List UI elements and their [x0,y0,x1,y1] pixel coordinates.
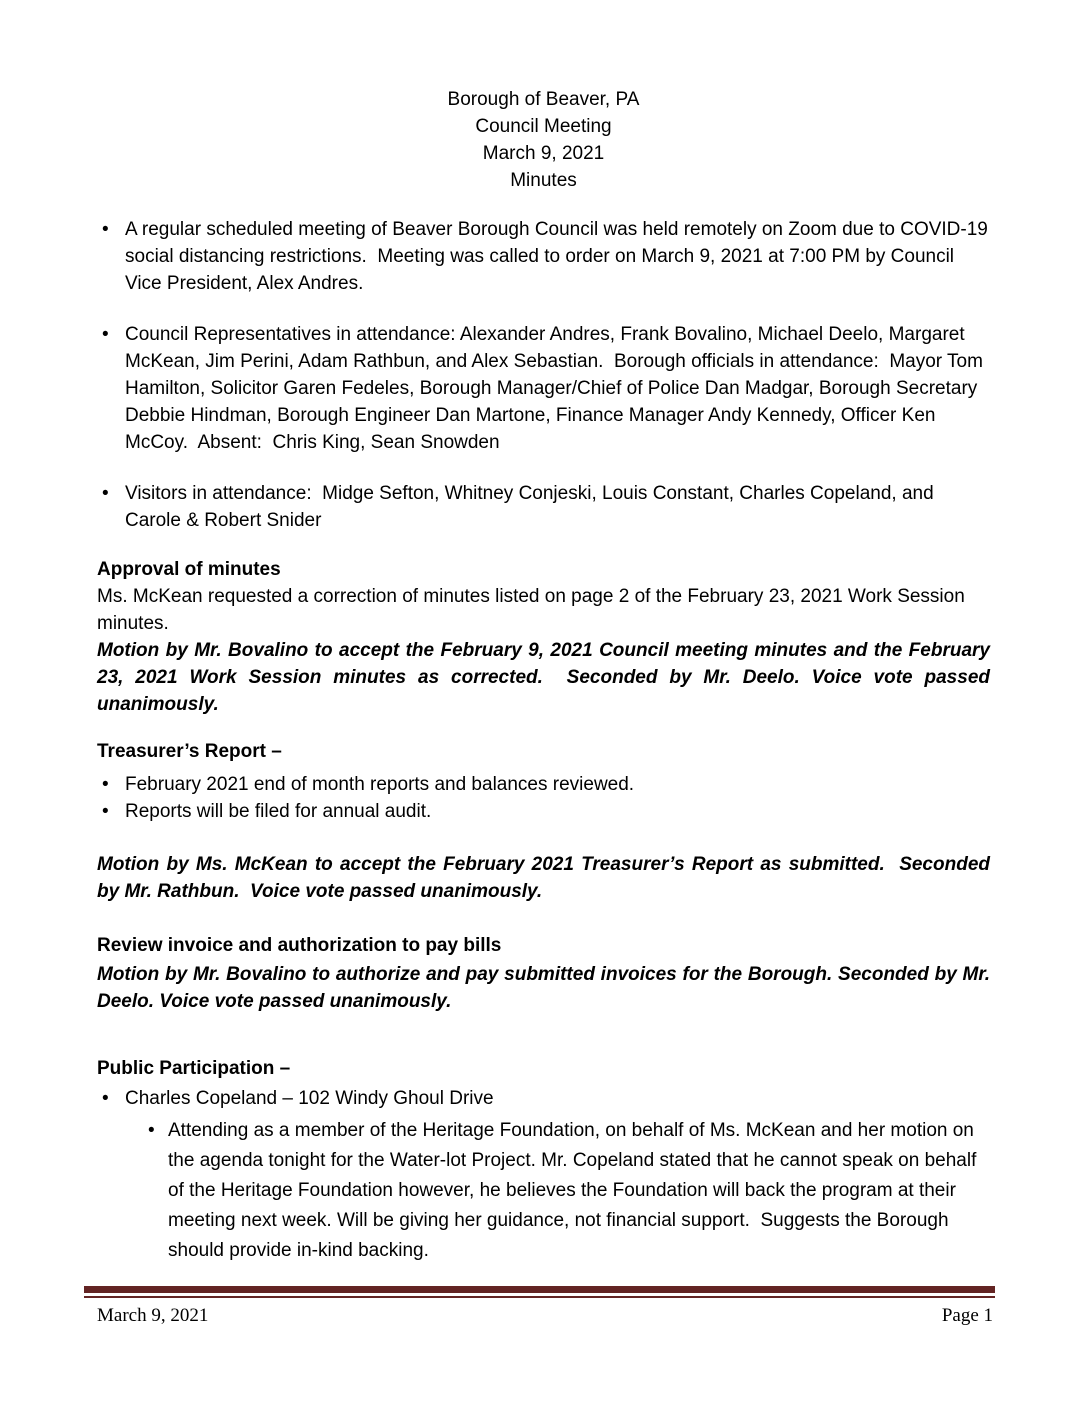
list-item-visitors [97,480,990,534]
list-item-text: Council Representatives in attendance: Alexander Andres, Frank Bovalino, Michael Deelo, Margaret McKean, Jim Perini, Adam Rathbun, and Alex Sebastian. Borough officials in attendance: Mayor Tom Hamilton, Solicitor Garen Fedeles, Borough Manager/Chief of Police Dan Madgar, Borough Secretary Debbie Hindman, Borough Engineer Dan Martone, Finance Manager Andy Kennedy, Officer Ken McCoy. Absent: Chris King, Sean Snowden [125,324,989,453]
footer-row [84,1298,995,1328]
list-item-text: Charles Copeland – 102 Windy Ghoul Drive [125,1088,494,1109]
title-line-meeting-type: Council Meeting [475,116,612,137]
bullet-icon [97,1085,125,1112]
bullet-icon [97,216,125,297]
list-item-treasurer-audit [97,798,990,825]
list-subitem-copeland-statement [97,1116,990,1266]
approval-body-text: Ms. McKean requested a correction of minutes listed on page 2 of the February 23, 2021 Work Session minutes. [97,586,971,634]
document-title [97,86,990,194]
list-item-text: A regular scheduled meeting of Beaver Borough Council was held remotely on Zoom due to COVID-19 social distancing restrictions. Meeting was called to order on March 9, 2021 at 7:00 PM by Council Vice President, Alex Andres. [125,219,994,294]
section-heading-public-participation: Public Participation – [97,1058,291,1079]
list-item-representatives [97,321,990,456]
title-line-organization: Borough of Beaver, PA [447,89,640,110]
treasurer-motion-text: Motion by Ms. McKean to accept the February 2021 Treasurer’s Report as submitted. Seconded by Mr. Rathbun. Voice vote passed unanimously. [97,854,996,902]
list-item-text: February 2021 end of month reports and balances reviewed. [125,774,635,795]
bullet-icon [97,771,125,798]
approval-motion-text: Motion by Mr. Bovalino to accept the February 9, 2021 Council meeting minutes and the February 23, 2021 Work Session minutes as corrected. Seconded by Mr. Deelo. Voice vote passed unanimously. [97,640,996,715]
title-line-minutes: Minutes [510,170,577,191]
page-footer [84,1286,995,1328]
footer-page-number: Page 1 [941,1305,993,1326]
bullet-icon [97,798,125,825]
bullet-icon [148,1116,168,1266]
footer-rule-thick [84,1286,995,1293]
section-heading-treasurers-report: Treasurer’s Report – [97,741,282,762]
invoices-motion-text: Motion by Mr. Bovalino to authorize and pay submitted invoices for the Borough. Seconded by Mr. Deelo. Voice vote passed unanimously. [97,964,996,1012]
bullet-icon [97,321,125,456]
list-item-text: Attending as a member of the Heritage Foundation, on behalf of Ms. McKean and her motion on the agenda tonight for the Water-lot Project. Mr. Copeland stated that he cannot speak on behalf of the Heritage Foundation however, he believes the Foundation will back the program at their meeting next week. Will be giving her guidance, not financial support. Suggests the Borough should provide in-kind backing. [168,1120,982,1261]
list-item-text: Visitors in attendance: Midge Sefton, Whitney Conjeski, Louis Constant, Charles Copeland, and Carole & Robert Snider [125,483,939,531]
title-line-date: March 9, 2021 [482,143,605,164]
section-heading-review-invoice: Review invoice and authorization to pay bills [97,935,502,956]
list-item-charles-copeland [97,1085,990,1112]
list-item-treasurer-reports [97,771,990,798]
list-item-meeting-called [97,216,994,297]
section-heading-approval-of-minutes: Approval of minutes [97,559,281,580]
footer-date: March 9, 2021 [97,1305,209,1326]
bullet-icon [97,480,125,534]
list-item-text: Reports will be filed for annual audit. [125,801,432,822]
